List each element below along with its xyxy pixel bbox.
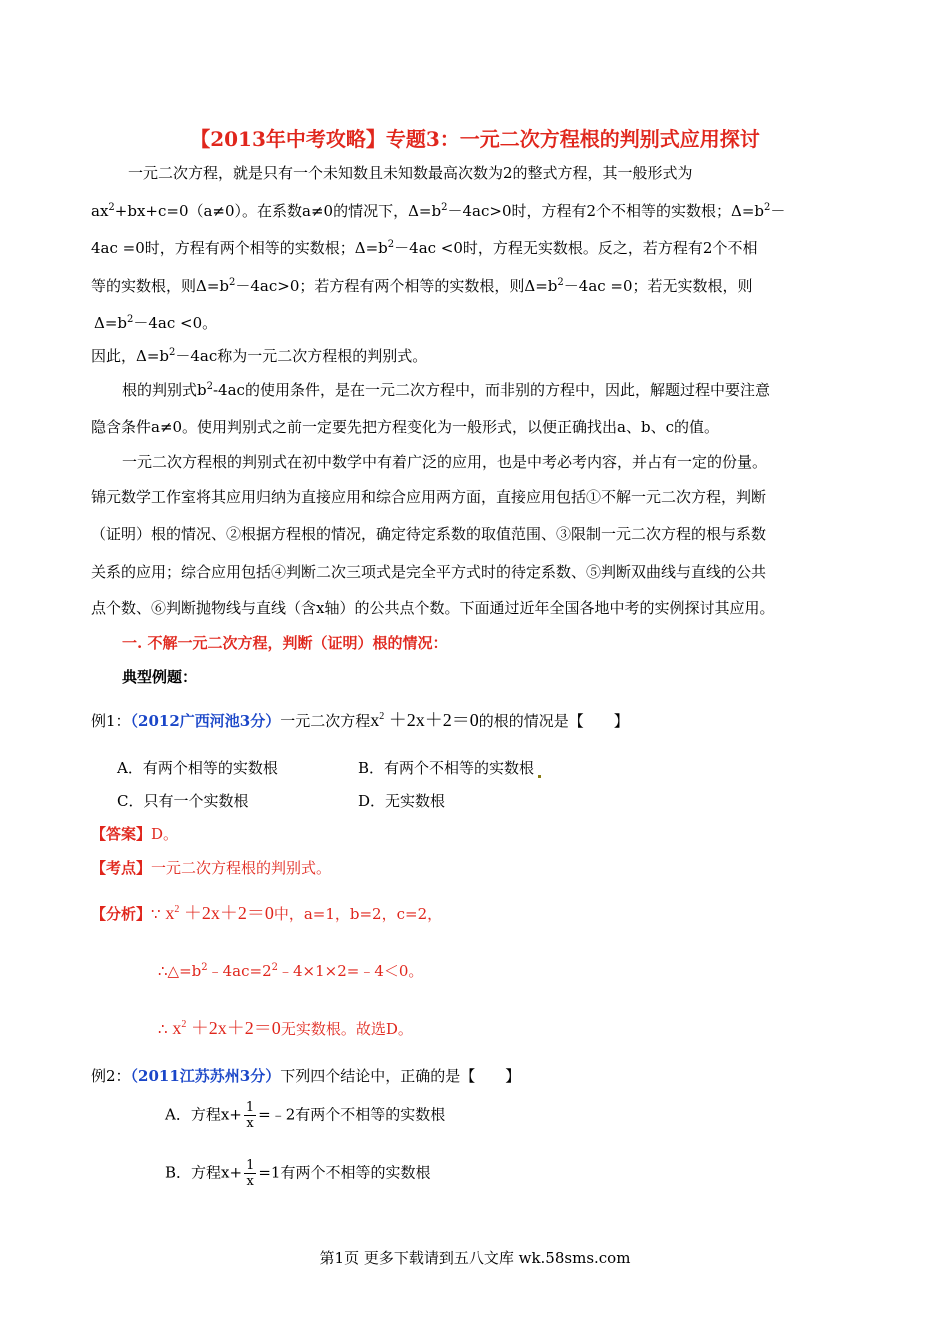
intro-line-5: $\Delta=b^2-4ac <0$。 — [94, 314, 218, 332]
intro-line-11: （证明）根的情况、②根据方程根的情况，确定待定系数的取值范围、③限制一元二次方程的根与系数 — [91, 525, 767, 543]
intro-line-2: $ax^2+bx+c=0(a\ne 0)$。在系数a≠0的情况下，$\Delta=b^2-4ac>0$时，方程有2个不相等的实数根；$\Delta=b^2-$ — [91, 202, 786, 220]
intro-line-4: 等的实数根，则$\Delta=b^2-4ac>0$；若方程有两个相等的实数根，则$\Delta=b^2-4ac =0$；若无实数根，则 — [91, 277, 753, 295]
option-d: D．无实数根 — [358, 792, 446, 810]
dot-mark — [538, 775, 541, 778]
fraction: $\frac{1}{x}$ — [245, 1100, 255, 1131]
intro-line-7: 根的判别式$b^2-4ac$的使用条件，是在一元二次方程中，而非别的方程中，因此，解题过程中要注意 — [122, 381, 770, 399]
intro-line-3: 4ac =0时，方程有两个相等的实数根；$\Delta=b^2-4ac <0$时，方程无实数根。反之，若方程有2个不相 — [91, 239, 758, 257]
analysis-line-2: $\therefore\triangle=b^2﹣4ac=2^2﹣4\times 1\times 2=﹣4<0$。 — [158, 962, 424, 980]
intro-line-13: 点个数、⑥判断抛物线与直线（含x轴）的公共点个数。下面通过近年全国各地中考的实例探讨其应用。 — [91, 599, 775, 617]
typical-examples-heading: 典型例题： — [122, 668, 198, 686]
analysis-line-1: 【分析】∵ $x^2 +2x+2=0$中，a=1，b=2，c=2， — [91, 903, 443, 923]
intro-line-10: 锦元数学工作室将其应用归纳为直接应用和综合应用两方面，直接应用包括①不解一元二次方程，判断 — [91, 488, 767, 506]
section-heading: 一. 不解一元二次方程，判断（证明）根的情况： — [122, 634, 448, 652]
option-b: B．有两个不相等的实数根 — [358, 758, 541, 778]
intro-line-9: 一元二次方程根的判别式在初中数学中有着广泛的应用，也是中考必考内容，并占有一定的份量。 — [122, 453, 768, 471]
example-2-option-a: A．方程x+ $\frac{1}{x}$ =﹣2有两个不相等的实数根 — [165, 1100, 446, 1131]
option-a: A．有两个相等的实数根 — [117, 759, 278, 777]
example-2-option-b: B．方程x+ $\frac{1}{x}$ =1有两个不相等的实数根 — [165, 1158, 431, 1189]
page-footer: 第1页 更多下载请到五八文库 wk.58sms.com — [319, 1249, 631, 1267]
document-title: 【2013年中考攻略】专题3：一元二次方程根的判别式应用探讨 — [190, 127, 760, 151]
answer-line: 【答案】D。 — [91, 825, 179, 843]
point-line: 【考点】一元二次方程根的判别式。 — [91, 859, 332, 877]
example-2-question: 例2：（2011江苏苏州3分）下列四个结论中，正确的是【 】 — [91, 1067, 521, 1085]
option-c: C．只有一个实数根 — [117, 792, 249, 810]
intro-line-6: 因此，$\Delta=b^2-4ac$称为一元二次方程根的判别式。 — [91, 347, 428, 365]
intro-line-1: 一元二次方程，就是只有一个未知数且未知数最高次数为2的整式方程，其一般形式为 — [128, 164, 693, 182]
analysis-line-3: ∴ $x^2 +2x+2=0$无实数根。故选D。 — [158, 1018, 413, 1038]
example-1-question: 例1：（2012广西河池3分）一元二次方程$x^2 +2x+2=0$的根的情况是【 】 — [91, 710, 629, 730]
equation: $x^2 +2x+2=0$ — [370, 710, 479, 730]
intro-line-8: 隐含条件a≠0。使用判别式之前一定要先把方程变化为一般形式，以便正确找出a、b、c的值。 — [91, 418, 720, 436]
fraction: $\frac{1}{x}$ — [246, 1158, 255, 1189]
intro-line-12: 关系的应用；综合应用包括④判断二次三项式是完全平方式时的待定系数、⑤判断双曲线与直线的公共 — [91, 563, 767, 581]
